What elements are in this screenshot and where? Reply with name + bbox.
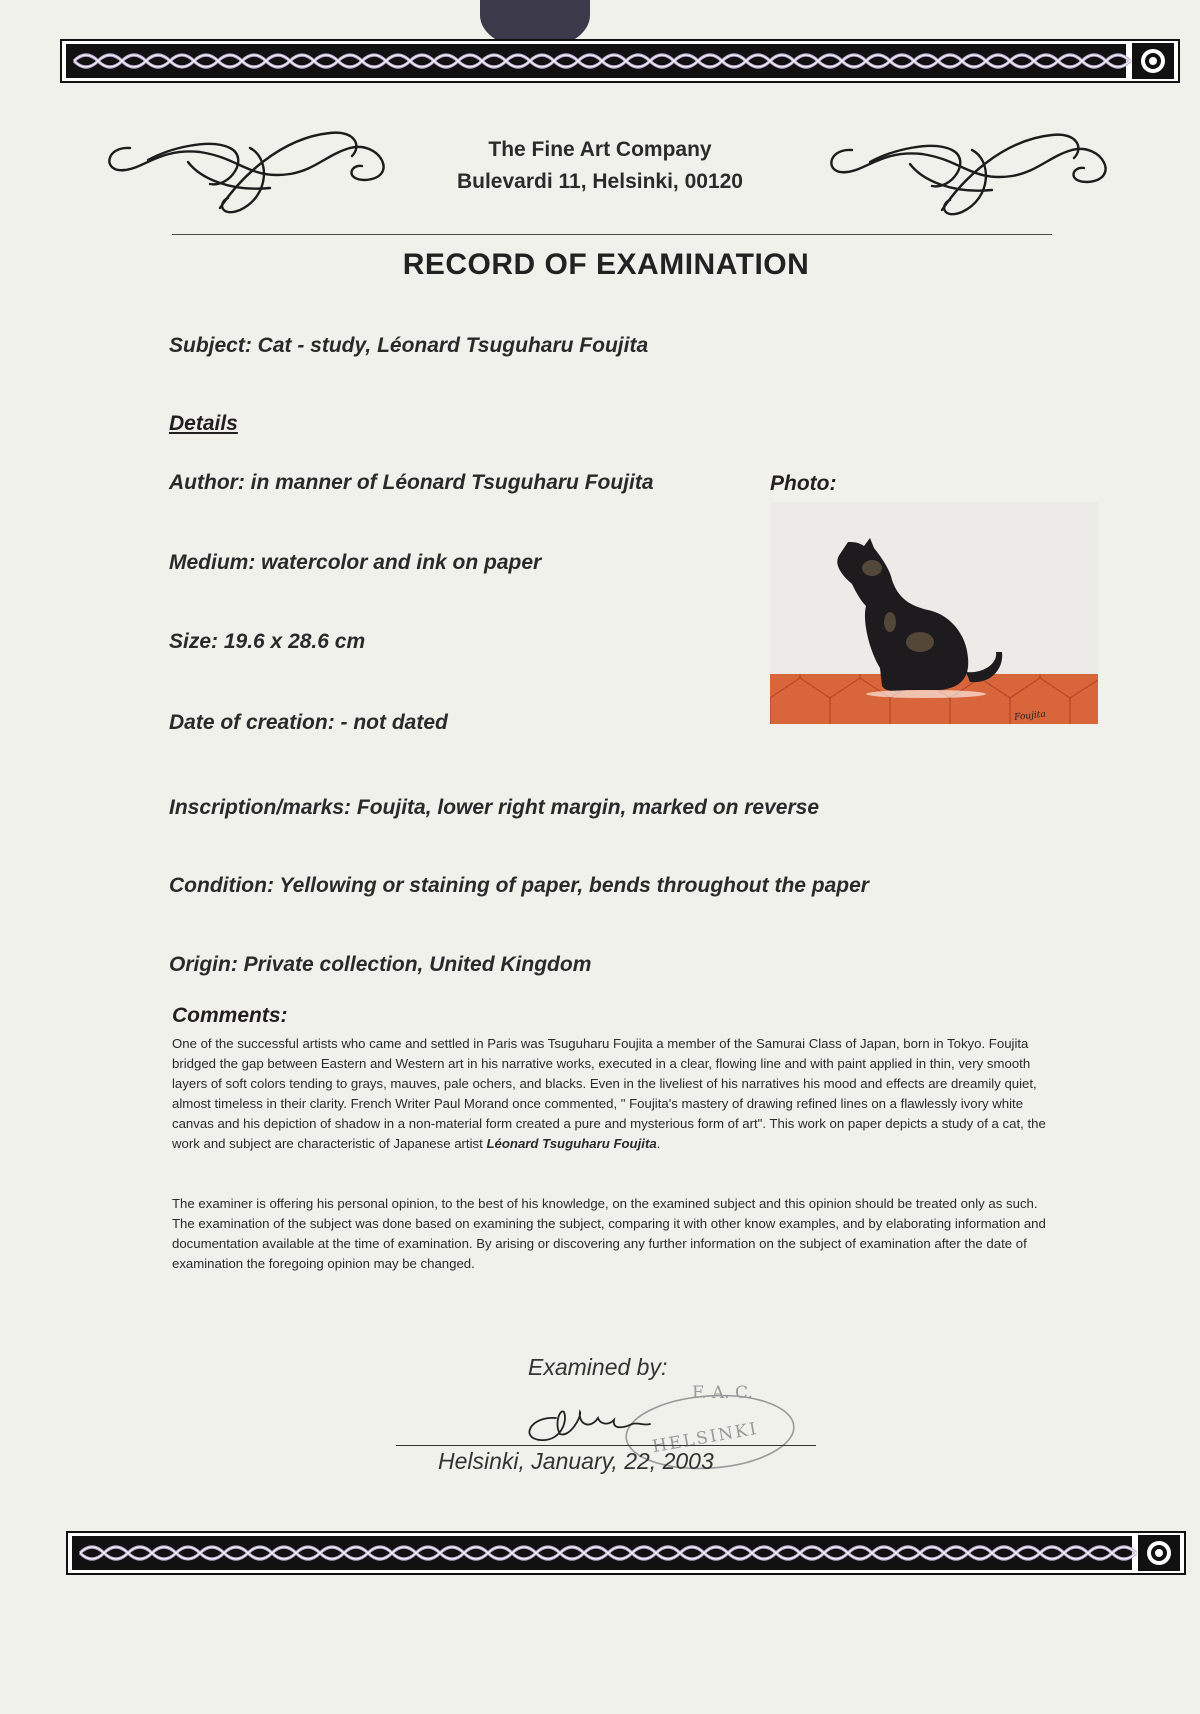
condition-line: Condition: Yellowing or staining of paper, bends throughout the paper [169, 874, 869, 897]
comments-text-end: . [656, 1136, 661, 1151]
photo-label: Photo: [770, 472, 837, 495]
inscription-line: Inscription/marks: Foujita, lower right margin, marked on reverse [169, 796, 820, 819]
examined-by-label: Examined by: [528, 1354, 668, 1380]
signature-line [396, 1445, 816, 1446]
header-rule [172, 234, 1052, 235]
disclaimer-paragraph: The examiner is offering his personal opinion, to the best of his knowledge, on the examined subject and this opinion should be treated only as such. The examination of the subject was done based on examining the subject, comparing it with other know examples, and by elaborating information and documentation available at the time of examination. By arising or discovering any further information on the subject of examination after the date of examination the foregoing opinion may be changed. [172, 1196, 1046, 1271]
origin-line: Origin: Private collection, United Kingdom [169, 953, 592, 976]
stamp-initials: F. A. C. [692, 1383, 753, 1403]
comments-text: One of the successful artists who came and settled in Paris was Tsuguharu Foujita a member of the Samurai Class of Japan, born in Tokyo. Foujita bridged the gap between Eastern and Western art in his narrative works, executed in a clear, flowing line and with paint applied in thin, very smooth layers of soft colors tending to grays, mauves, pale ochers, and blacks. Even in the liveliest of his narratives his mood and effects are dreamily quiet, almost timeless in their clarity. French Writer Paul Morand once commented, " Foujita's mastery of drawing refined lines on a flawlessly ivory white canvas and his depiction of shadow in a non-material form created a pure and mysterious form of art". This work on paper depicts a study of a cat, the work and subject are characteristic of Japanese artist [172, 1036, 1046, 1151]
subject-line: Subject: Cat - study, Léonard Tsuguharu Foujita [169, 334, 649, 357]
stamp-city: HELSINKI [650, 1418, 760, 1458]
comments-artist-name: Léonard Tsuguharu Foujita [486, 1136, 657, 1151]
place-and-date: Helsinki, January, 22, 2003 [438, 1448, 714, 1474]
company-address: Bulevardi 11, Helsinki, 00120 [456, 170, 743, 193]
company-name: The Fine Art Company [488, 138, 712, 161]
artwork-signature: Foujita [1013, 709, 1047, 723]
artwork-photo [770, 502, 1098, 724]
details-heading: Details [169, 412, 238, 435]
bottom-decorative-border [66, 1531, 1186, 1575]
top-decorative-border [60, 39, 1180, 83]
date-of-creation-line: Date of creation: - not dated [169, 711, 448, 734]
size-line: Size: 19.6 x 28.6 cm [169, 630, 366, 653]
company-header [0, 134, 1200, 198]
document-title: RECORD OF EXAMINATION [402, 248, 810, 281]
comments-heading: Comments: [172, 1004, 288, 1027]
comments-paragraph [172, 1034, 1052, 1154]
medium-line: Medium: watercolor and ink on paper [169, 551, 542, 574]
author-line: Author: in manner of Léonard Tsuguharu Foujita [169, 471, 654, 494]
